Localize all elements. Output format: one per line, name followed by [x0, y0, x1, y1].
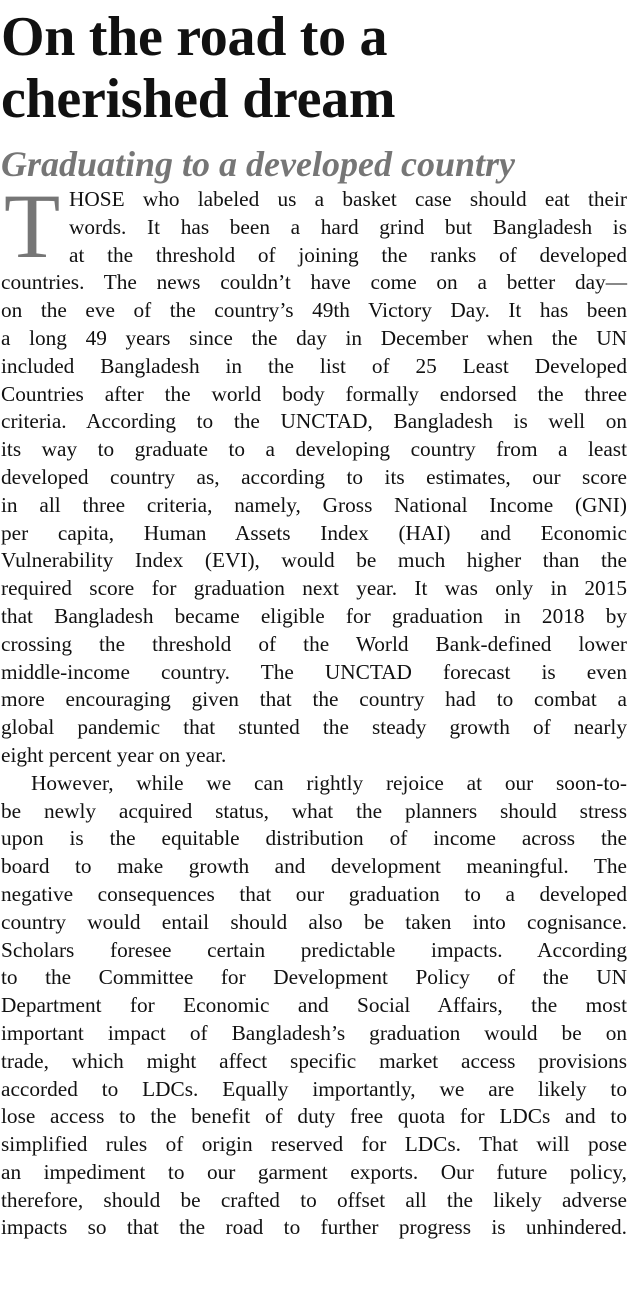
body-line: important impact of Bangladesh’s graduation would be on	[1, 1020, 627, 1045]
body-line: an impediment to our garment exports. Our future policy,	[1, 1159, 627, 1184]
body-line: lose access to the benefit of duty free quota for LDCs and to	[1, 1104, 627, 1129]
body-line: on the eve of the country’s 49th Victory Day. It has been	[1, 298, 627, 323]
body-line: at the threshold of joining the ranks of developed	[69, 242, 627, 267]
body-line: middle-income country. The UNCTAD forecast is even	[1, 659, 627, 684]
body-line: therefore, should be crafted to offset all the likely adverse	[1, 1187, 627, 1212]
body-line: required score for graduation next year. It was only in 2015	[1, 576, 627, 601]
body-line: Scholars foresee certain predictable impacts. According	[1, 937, 627, 962]
body-line: simplified rules of origin reserved for LDCs. That will pose	[1, 1132, 627, 1157]
body-line: be newly acquired status, what the planners should stress	[1, 798, 627, 823]
body-line: more encouraging given that the country had to combat a	[1, 687, 627, 712]
body-line: trade, which might affect specific market access provisions	[1, 1048, 627, 1073]
paragraph-1	[1, 175, 627, 770]
headline	[1, 0, 627, 130]
body-line: Countries after the world body formally endorsed the three	[1, 381, 627, 406]
body-line: accorded to LDCs. Equally importantly, we are likely to	[1, 1076, 627, 1101]
body-line: to the Committee for Development Policy of the UN	[1, 965, 627, 990]
subheadline: Graduating to a developed country	[1, 144, 515, 184]
editorial-article	[1, 0, 627, 1242]
body-line: criteria. According to the UNCTAD, Bangladesh is well on	[1, 409, 627, 434]
body-line: board to make growth and development meaningful. The	[1, 854, 627, 879]
body-line: eight percent year on year.	[1, 742, 227, 767]
body-line: countries. The news couldn’t have come on a better day—	[1, 270, 627, 295]
body-line: included Bangladesh in the list of 25 Least Developed	[1, 353, 627, 378]
body-line: its way to graduate to a developing country from a least	[1, 437, 627, 462]
body-line: in all three criteria, namely, Gross National Income (GNI)	[1, 492, 627, 517]
body-line: HOSE who labeled us a basket case should eat their	[69, 187, 627, 211]
body-line: Vulnerability Index (EVI), would be much higher than the	[1, 548, 627, 573]
headline-line: On the road to a	[1, 6, 388, 68]
body-line: words. It has been a hard grind but Bangladesh is	[69, 214, 627, 239]
drop-cap: T	[4, 175, 61, 277]
body-line: upon is the equitable distribution of income across the	[1, 826, 627, 851]
body-line: that Bangladesh became eligible for graduation in 2018 by	[1, 603, 627, 628]
body-line: impacts so that the road to further progress is unhindered.	[1, 1215, 627, 1240]
body-line: global pandemic that stunted the steady growth of nearly	[1, 715, 627, 740]
body-line: Department for Economic and Social Affairs, the most	[1, 993, 627, 1018]
body-line: country would entail should also be taken into cognisance.	[1, 909, 627, 934]
paragraph-2	[1, 770, 627, 1243]
body-line: developed country as, according to its estimates, our score	[1, 464, 627, 489]
article-body	[1, 175, 627, 1242]
body-line: However, while we can rightly rejoice at our soon-to-	[31, 770, 627, 795]
body-line: crossing the threshold of the World Bank-defined lower	[1, 631, 627, 656]
headline-line: cherished dream	[1, 68, 396, 130]
body-line: negative consequences that our graduation to a developed	[1, 881, 627, 906]
body-line: per capita, Human Assets Index (HAI) and Economic	[1, 520, 627, 545]
body-line: a long 49 years since the day in December when the UN	[1, 325, 627, 350]
